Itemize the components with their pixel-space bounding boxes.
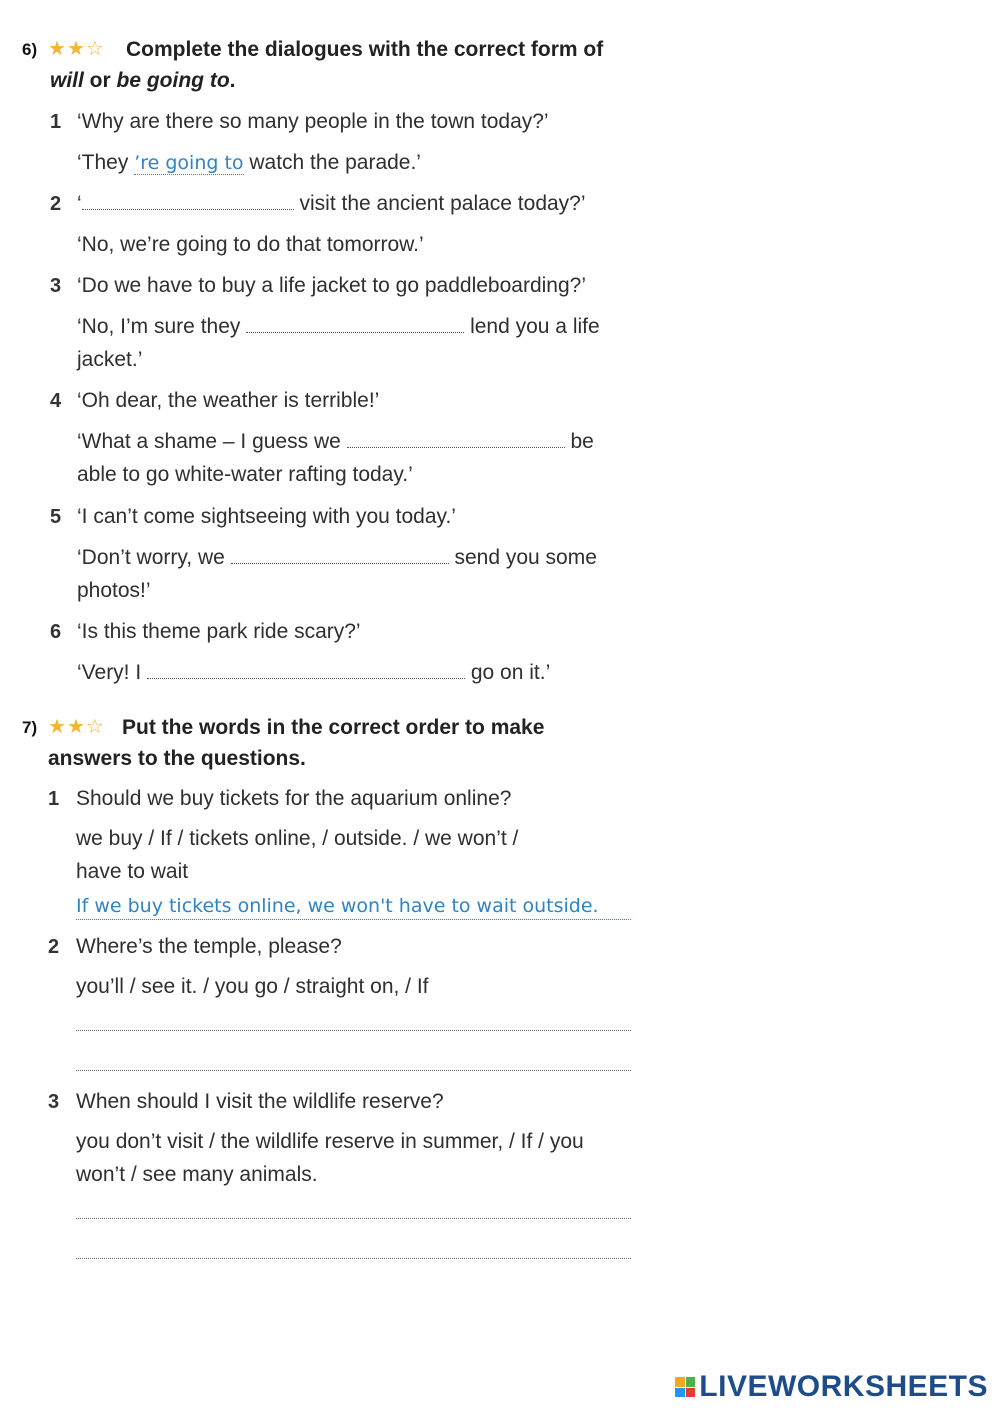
answer-line-2: photos!’	[77, 579, 151, 602]
item-number: 2	[50, 193, 62, 215]
answer-line-2: able to go white-water rafting today.’	[77, 463, 413, 486]
item-number: 1	[50, 111, 62, 133]
answer-line: ‘What a shame – I guess we be	[77, 430, 594, 453]
question-line: ‘ visit the ancient palace today?’	[77, 192, 586, 215]
answer-blank[interactable]	[147, 660, 465, 679]
question-text: Should we buy tickets for the aquarium online?	[76, 787, 512, 810]
star-filled-icon: ★	[48, 716, 66, 738]
question-text: ‘Is this theme park ride scary?’	[77, 620, 361, 643]
logo-text: LIVEWORKSHEETS	[699, 1370, 988, 1403]
answer-blank[interactable]	[82, 191, 294, 210]
star-filled-icon: ★	[48, 38, 66, 60]
answer-line: ‘No, I’m sure they lend you a life	[77, 315, 600, 338]
exercise-7-difficulty-stars	[48, 716, 104, 738]
example-answer: If we buy tickets online, we won't have to wait outside.	[76, 893, 631, 920]
word-prompt-line2: have to wait	[76, 860, 189, 883]
liveworksheets-logo	[675, 1370, 988, 1404]
answer-text: ‘No, we’re going to do that tomorrow.’	[77, 233, 424, 256]
star-filled-icon: ★	[66, 716, 85, 738]
star-filled-icon: ★	[66, 38, 85, 60]
answer-line: ‘They ’re going to watch the parade.’	[77, 151, 421, 174]
answer-line: ‘Very! I go on it.’	[77, 661, 551, 684]
exercise-6-difficulty-stars	[48, 38, 104, 60]
item-number: 2	[48, 936, 60, 958]
answer-line[interactable]	[76, 1070, 631, 1071]
item-number: 6	[50, 621, 62, 643]
example-answer: ’re going to	[134, 152, 244, 174]
item-number: 4	[50, 390, 62, 412]
item-number: 3	[50, 275, 62, 297]
question-text: Where’s the temple, please?	[76, 935, 342, 958]
question-text: When should I visit the wildlife reserve?	[76, 1090, 444, 1113]
word-prompt-line1: we buy / If / tickets online, / outside. / we won’t /	[76, 827, 519, 850]
liveworksheets-logo-icon	[675, 1377, 695, 1397]
item-number: 3	[48, 1091, 60, 1113]
answer-blank[interactable]	[347, 429, 565, 448]
exercise-6-label: 6)	[22, 40, 38, 59]
item-number: 1	[48, 788, 60, 810]
word-prompt-line1: you’ll / see it. / you go / straight on, / If	[76, 975, 429, 998]
star-empty-icon: ☆	[85, 716, 104, 738]
item-number: 5	[50, 506, 62, 528]
exercise-6-heading-line1: Complete the dialogues with the correct form of	[126, 38, 604, 61]
question-text: ‘Do we have to buy a life jacket to go paddleboarding?’	[77, 274, 587, 297]
question-text: ‘Why are there so many people in the town today?’	[77, 110, 549, 133]
answer-blank[interactable]	[246, 314, 464, 333]
answer-line-2: jacket.’	[77, 348, 143, 371]
answer-line[interactable]	[76, 1030, 631, 1031]
exercise-7-label: 7)	[22, 718, 38, 737]
question-text: ‘Oh dear, the weather is terrible!’	[77, 389, 380, 412]
answer-line: ‘Don’t worry, we send you some	[77, 546, 597, 569]
answer-line[interactable]	[76, 1258, 631, 1259]
question-text: ‘I can’t come sightseeing with you today.’	[77, 505, 456, 528]
word-prompt-line1: you don’t visit / the wildlife reserve in summer, / If / you	[76, 1130, 584, 1153]
answer-blank[interactable]	[231, 545, 449, 564]
exercise-6-heading-line2: will or be going to.	[50, 69, 236, 92]
answer-line[interactable]	[76, 1218, 631, 1219]
star-empty-icon: ☆	[85, 38, 104, 60]
word-prompt-line2: won’t / see many animals.	[76, 1163, 318, 1186]
exercise-7-heading-line1: Put the words in the correct order to make	[122, 716, 545, 739]
exercise-7-heading-line2: answers to the questions.	[48, 747, 306, 770]
